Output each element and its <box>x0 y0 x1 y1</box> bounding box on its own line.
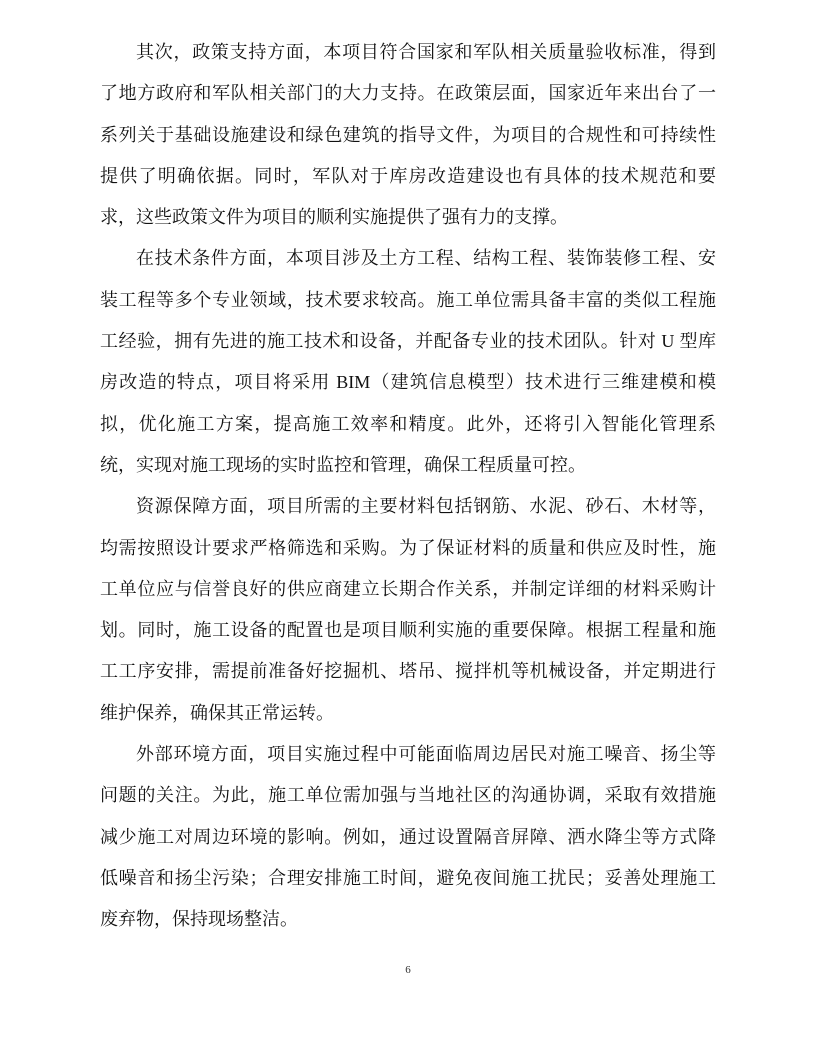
text-line: 工单位应与信誉良好的供应商建立长期合作关系，并制定详细的材料采购计 <box>100 578 716 599</box>
text-line: 维护保养，确保其正常运转。 <box>100 702 334 723</box>
text-line: 系列关于基础设施建设和绿色建筑的指导文件，为项目的合规性和可持续性 <box>100 124 716 145</box>
text-line: 其次，政策支持方面，本项目符合国家和军队相关质量验收标准，得到 <box>136 42 716 62</box>
document-body <box>100 32 716 941</box>
text-line: 问题的关注。为此，施工单位需加强与当地社区的沟通协调，采取有效措施 <box>100 785 716 806</box>
text-line: 了地方政府和军队相关部门的大力支持。在政策层面，国家近年来出台了一 <box>100 83 716 104</box>
text-line: 划。同时，施工设备的配置也是项目顺利实施的重要保障。根据工程量和施 <box>100 620 716 641</box>
paragraph <box>100 32 716 238</box>
text-line: 房改造的特点，项目将采用 BIM（建筑信息模型）技术进行三维建模和模 <box>100 372 716 393</box>
text-line: 外部环境方面，项目实施过程中可能面临周边居民对施工噪音、扬尘等 <box>136 744 716 765</box>
paragraph <box>100 734 716 940</box>
paragraph <box>100 238 716 486</box>
page-number: 6 <box>405 964 411 976</box>
text-line: 提供了明确依据。同时，军队对于库房改造建设也有具体的技术规范和要 <box>100 165 716 186</box>
text-line: 低噪音和扬尘污染；合理安排施工时间，避免夜间施工扰民；妥善处理施工 <box>100 867 716 888</box>
text-line: 装工程等多个专业领域，技术要求较高。施工单位需具备丰富的类似工程施 <box>100 289 716 310</box>
text-line: 拟，优化施工方案，提高施工效率和精度。此外，还将引入智能化管理系 <box>100 413 716 434</box>
text-line: 统，实现对施工现场的实时监控和管理，确保工程质量可控。 <box>100 454 586 475</box>
paragraph <box>100 486 716 734</box>
text-line: 资源保障方面，项目所需的主要材料包括钢筋、水泥、砂石、木材等， <box>136 496 716 517</box>
text-line: 工经验，拥有先进的施工技术和设备，并配备专业的技术团队。针对 U 型库 <box>100 331 716 352</box>
text-line: 工工序安排，需提前准备好挖掘机、塔吊、搅拌机等机械设备，并定期进行 <box>100 661 716 682</box>
text-line: 均需按照设计要求严格筛选和采购。为了保证材料的质量和供应及时性，施 <box>100 537 716 558</box>
text-line: 减少施工对周边环境的影响。例如，通过设置隔音屏障、洒水降尘等方式降 <box>100 826 716 847</box>
text-line: 在技术条件方面，本项目涉及土方工程、结构工程、装饰装修工程、安 <box>136 248 716 269</box>
text-line: 废弃物，保持现场整洁。 <box>100 909 298 930</box>
text-line: 求，这些政策文件为项目的顺利实施提供了强有力的支撑。 <box>100 207 568 228</box>
